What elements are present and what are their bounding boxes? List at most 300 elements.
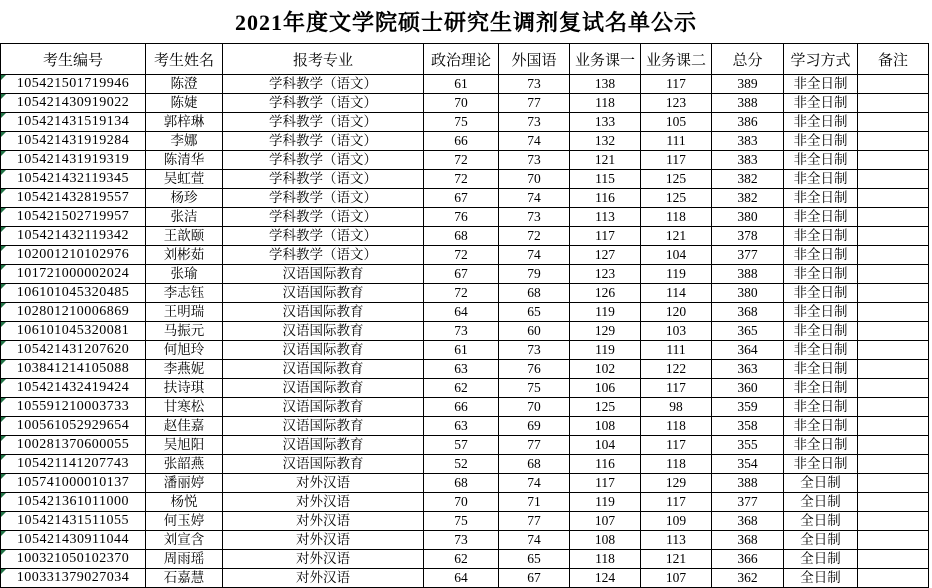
course1-score-cell[interactable]: 118	[570, 94, 641, 113]
study-mode-cell[interactable]: 非全日制	[784, 398, 858, 417]
candidate-name-cell[interactable]: 李燕妮	[146, 360, 223, 379]
course1-score-cell[interactable]: 129	[570, 322, 641, 341]
course2-score-cell[interactable]: 119	[641, 265, 712, 284]
candidate-name-cell[interactable]: 吴旭阳	[146, 436, 223, 455]
remark-cell[interactable]	[858, 417, 929, 436]
remark-cell[interactable]	[858, 455, 929, 474]
candidate-name-cell[interactable]: 周雨瑶	[146, 550, 223, 569]
course2-score-cell[interactable]: 103	[641, 322, 712, 341]
study-mode-cell[interactable]: 非全日制	[784, 322, 858, 341]
candidate-id-cell[interactable]: 102001210102976	[1, 246, 146, 265]
course1-score-cell[interactable]: 117	[570, 474, 641, 493]
course1-score-cell[interactable]: 108	[570, 531, 641, 550]
major-cell[interactable]: 学科教学（语文）	[223, 189, 424, 208]
course1-score-cell[interactable]: 117	[570, 227, 641, 246]
candidate-id-cell[interactable]: 105421141207743	[1, 455, 146, 474]
candidate-name-cell[interactable]: 甘寒松	[146, 398, 223, 417]
major-cell[interactable]: 汉语国际教育	[223, 455, 424, 474]
politics-score-cell[interactable]: 73	[424, 531, 499, 550]
major-cell[interactable]: 汉语国际教育	[223, 436, 424, 455]
politics-score-cell[interactable]: 76	[424, 208, 499, 227]
study-mode-cell[interactable]: 非全日制	[784, 417, 858, 436]
foreign-language-score-cell[interactable]: 68	[499, 455, 570, 474]
remark-cell[interactable]	[858, 550, 929, 569]
total-score-cell[interactable]: 368	[712, 512, 784, 531]
major-cell[interactable]: 对外汉语	[223, 550, 424, 569]
course2-score-cell[interactable]: 122	[641, 360, 712, 379]
candidate-name-cell[interactable]: 吴虹萱	[146, 170, 223, 189]
candidate-id-cell[interactable]: 105421361011000	[1, 493, 146, 512]
major-cell[interactable]: 汉语国际教育	[223, 303, 424, 322]
politics-score-cell[interactable]: 57	[424, 436, 499, 455]
candidate-id-cell[interactable]: 105421430919022	[1, 94, 146, 113]
course2-score-cell[interactable]: 129	[641, 474, 712, 493]
course2-score-cell[interactable]: 117	[641, 493, 712, 512]
total-score-cell[interactable]: 383	[712, 151, 784, 170]
course2-score-cell[interactable]: 125	[641, 170, 712, 189]
foreign-language-score-cell[interactable]: 77	[499, 512, 570, 531]
major-cell[interactable]: 对外汉语	[223, 493, 424, 512]
foreign-language-score-cell[interactable]: 60	[499, 322, 570, 341]
remark-cell[interactable]	[858, 569, 929, 588]
study-mode-cell[interactable]: 非全日制	[784, 303, 858, 322]
study-mode-cell[interactable]: 非全日制	[784, 227, 858, 246]
course1-score-cell[interactable]: 116	[570, 455, 641, 474]
study-mode-cell[interactable]: 非全日制	[784, 189, 858, 208]
course1-score-cell[interactable]: 102	[570, 360, 641, 379]
total-score-cell[interactable]: 366	[712, 550, 784, 569]
major-cell[interactable]: 学科教学（语文）	[223, 151, 424, 170]
major-cell[interactable]: 学科教学（语文）	[223, 227, 424, 246]
remark-cell[interactable]	[858, 227, 929, 246]
politics-score-cell[interactable]: 72	[424, 284, 499, 303]
candidate-id-cell[interactable]: 105421432819557	[1, 189, 146, 208]
total-score-cell[interactable]: 365	[712, 322, 784, 341]
col-header-major[interactable]: 报考专业	[223, 44, 424, 75]
major-cell[interactable]: 学科教学（语文）	[223, 170, 424, 189]
col-header-candidate-name[interactable]: 考生姓名	[146, 44, 223, 75]
course1-score-cell[interactable]: 116	[570, 189, 641, 208]
remark-cell[interactable]	[858, 398, 929, 417]
foreign-language-score-cell[interactable]: 73	[499, 75, 570, 94]
table-row	[1, 493, 929, 512]
foreign-language-score-cell[interactable]: 73	[499, 208, 570, 227]
remark-cell[interactable]	[858, 284, 929, 303]
foreign-language-score-cell[interactable]: 74	[499, 531, 570, 550]
remark-cell[interactable]	[858, 75, 929, 94]
study-mode-cell[interactable]: 全日制	[784, 569, 858, 588]
course2-score-cell[interactable]: 109	[641, 512, 712, 531]
foreign-language-score-cell[interactable]: 69	[499, 417, 570, 436]
total-score-cell[interactable]: 355	[712, 436, 784, 455]
candidate-name-cell[interactable]: 刘彬茹	[146, 246, 223, 265]
course2-score-cell[interactable]: 111	[641, 341, 712, 360]
course2-score-cell[interactable]: 120	[641, 303, 712, 322]
cell-error-indicator-icon	[1, 75, 6, 80]
course2-score-cell[interactable]: 117	[641, 75, 712, 94]
total-score-cell[interactable]: 378	[712, 227, 784, 246]
study-mode-cell[interactable]: 非全日制	[784, 360, 858, 379]
course1-score-cell[interactable]: 119	[570, 341, 641, 360]
candidate-name-cell[interactable]: 马振元	[146, 322, 223, 341]
course2-score-cell[interactable]: 117	[641, 436, 712, 455]
major-cell[interactable]: 学科教学（语文）	[223, 113, 424, 132]
total-score-cell[interactable]: 382	[712, 170, 784, 189]
total-score-cell[interactable]: 388	[712, 474, 784, 493]
foreign-language-score-cell[interactable]: 73	[499, 341, 570, 360]
politics-score-cell[interactable]: 62	[424, 379, 499, 398]
study-mode-cell[interactable]: 非全日制	[784, 170, 858, 189]
major-cell[interactable]: 汉语国际教育	[223, 417, 424, 436]
course1-score-cell[interactable]: 124	[570, 569, 641, 588]
study-mode-cell[interactable]: 全日制	[784, 512, 858, 531]
candidate-name-cell[interactable]: 潘丽婷	[146, 474, 223, 493]
course2-score-cell[interactable]: 111	[641, 132, 712, 151]
candidate-id-cell[interactable]: 105421431919284	[1, 132, 146, 151]
study-mode-cell[interactable]: 全日制	[784, 550, 858, 569]
course1-score-cell[interactable]: 126	[570, 284, 641, 303]
table-row	[1, 379, 929, 398]
remark-cell[interactable]	[858, 208, 929, 227]
politics-score-cell[interactable]: 68	[424, 227, 499, 246]
course1-score-cell[interactable]: 115	[570, 170, 641, 189]
candidate-name-cell[interactable]: 杨悦	[146, 493, 223, 512]
politics-score-cell[interactable]: 52	[424, 455, 499, 474]
table-row	[1, 455, 929, 474]
total-score-cell[interactable]: 368	[712, 303, 784, 322]
politics-score-cell[interactable]: 70	[424, 493, 499, 512]
foreign-language-score-cell[interactable]: 79	[499, 265, 570, 284]
politics-score-cell[interactable]: 73	[424, 322, 499, 341]
study-mode-cell[interactable]: 全日制	[784, 493, 858, 512]
candidate-id-cell[interactable]: 105421430911044	[1, 531, 146, 550]
study-mode-cell[interactable]: 非全日制	[784, 341, 858, 360]
course2-score-cell[interactable]: 117	[641, 379, 712, 398]
candidate-name-cell[interactable]: 陈澄	[146, 75, 223, 94]
remark-cell[interactable]	[858, 322, 929, 341]
major-cell[interactable]: 汉语国际教育	[223, 265, 424, 284]
foreign-language-score-cell[interactable]: 65	[499, 303, 570, 322]
candidate-name-cell[interactable]: 张洁	[146, 208, 223, 227]
foreign-language-score-cell[interactable]: 73	[499, 113, 570, 132]
cell-error-indicator-icon	[1, 265, 6, 270]
total-score-cell[interactable]: 380	[712, 208, 784, 227]
candidate-id-cell[interactable]: 106101045320081	[1, 322, 146, 341]
candidate-id-cell[interactable]: 100281370600055	[1, 436, 146, 455]
study-mode-cell[interactable]: 非全日制	[784, 455, 858, 474]
candidate-id-cell[interactable]: 105421501719946	[1, 75, 146, 94]
total-score-cell[interactable]: 354	[712, 455, 784, 474]
major-cell[interactable]: 学科教学（语文）	[223, 208, 424, 227]
politics-score-cell[interactable]: 72	[424, 151, 499, 170]
candidate-id-cell[interactable]: 105421431519134	[1, 113, 146, 132]
course1-score-cell[interactable]: 113	[570, 208, 641, 227]
col-header-study-mode[interactable]: 学习方式	[784, 44, 858, 75]
total-score-cell[interactable]: 364	[712, 341, 784, 360]
total-score-cell[interactable]: 362	[712, 569, 784, 588]
roster-table	[0, 43, 929, 588]
course2-score-cell[interactable]: 117	[641, 151, 712, 170]
major-cell[interactable]: 汉语国际教育	[223, 398, 424, 417]
remark-cell[interactable]	[858, 474, 929, 493]
remark-cell[interactable]	[858, 531, 929, 550]
candidate-name-cell[interactable]: 石嘉慧	[146, 569, 223, 588]
major-cell[interactable]: 学科教学（语文）	[223, 94, 424, 113]
study-mode-cell[interactable]: 非全日制	[784, 132, 858, 151]
foreign-language-score-cell[interactable]: 77	[499, 436, 570, 455]
candidate-id-cell[interactable]: 105591210003733	[1, 398, 146, 417]
politics-score-cell[interactable]: 63	[424, 360, 499, 379]
course2-score-cell[interactable]: 114	[641, 284, 712, 303]
cell-error-indicator-icon	[1, 227, 6, 232]
remark-cell[interactable]	[858, 265, 929, 284]
foreign-language-score-cell[interactable]: 72	[499, 227, 570, 246]
total-score-cell[interactable]: 377	[712, 493, 784, 512]
major-cell[interactable]: 学科教学（语文）	[223, 75, 424, 94]
remark-cell[interactable]	[858, 94, 929, 113]
candidate-name-cell[interactable]: 李志钰	[146, 284, 223, 303]
remark-cell[interactable]	[858, 189, 929, 208]
study-mode-cell[interactable]: 非全日制	[784, 284, 858, 303]
foreign-language-score-cell[interactable]: 77	[499, 94, 570, 113]
course1-score-cell[interactable]: 125	[570, 398, 641, 417]
total-score-cell[interactable]: 388	[712, 94, 784, 113]
candidate-id-cell[interactable]: 105741000010137	[1, 474, 146, 493]
course1-score-cell[interactable]: 106	[570, 379, 641, 398]
study-mode-cell[interactable]: 全日制	[784, 531, 858, 550]
foreign-language-score-cell[interactable]: 76	[499, 360, 570, 379]
total-score-cell[interactable]: 389	[712, 75, 784, 94]
politics-score-cell[interactable]: 70	[424, 94, 499, 113]
foreign-language-score-cell[interactable]: 73	[499, 151, 570, 170]
total-score-cell[interactable]: 388	[712, 265, 784, 284]
major-cell[interactable]: 学科教学（语文）	[223, 246, 424, 265]
course2-score-cell[interactable]: 121	[641, 227, 712, 246]
course1-score-cell[interactable]: 118	[570, 550, 641, 569]
col-header-total-score[interactable]: 总分	[712, 44, 784, 75]
course2-score-cell[interactable]: 105	[641, 113, 712, 132]
course2-score-cell[interactable]: 121	[641, 550, 712, 569]
politics-score-cell[interactable]: 75	[424, 512, 499, 531]
remark-cell[interactable]	[858, 246, 929, 265]
foreign-language-score-cell[interactable]: 74	[499, 474, 570, 493]
candidate-name-cell[interactable]: 王歆颐	[146, 227, 223, 246]
course2-score-cell[interactable]: 98	[641, 398, 712, 417]
remark-cell[interactable]	[858, 493, 929, 512]
total-score-cell[interactable]: 363	[712, 360, 784, 379]
course1-score-cell[interactable]: 104	[570, 436, 641, 455]
study-mode-cell[interactable]: 非全日制	[784, 75, 858, 94]
course1-score-cell[interactable]: 107	[570, 512, 641, 531]
candidate-id-cell[interactable]: 105421431511055	[1, 512, 146, 531]
foreign-language-score-cell[interactable]: 74	[499, 189, 570, 208]
politics-score-cell[interactable]: 62	[424, 550, 499, 569]
course2-score-cell[interactable]: 118	[641, 417, 712, 436]
course2-score-cell[interactable]: 113	[641, 531, 712, 550]
study-mode-cell[interactable]: 非全日制	[784, 113, 858, 132]
total-score-cell[interactable]: 380	[712, 284, 784, 303]
course1-score-cell[interactable]: 133	[570, 113, 641, 132]
candidate-id-cell[interactable]: 105421431919319	[1, 151, 146, 170]
col-header-course1-score[interactable]: 业务课一	[570, 44, 641, 75]
total-score-cell[interactable]: 377	[712, 246, 784, 265]
study-mode-cell[interactable]: 非全日制	[784, 151, 858, 170]
remark-cell[interactable]	[858, 170, 929, 189]
table-row	[1, 531, 929, 550]
candidate-name-cell[interactable]: 扶诗琪	[146, 379, 223, 398]
course1-score-cell[interactable]: 138	[570, 75, 641, 94]
study-mode-cell[interactable]: 非全日制	[784, 208, 858, 227]
candidate-id-cell[interactable]: 105421432119342	[1, 227, 146, 246]
table-row	[1, 265, 929, 284]
candidate-id-cell[interactable]: 100331379027034	[1, 569, 146, 588]
col-header-politics-score[interactable]: 政治理论	[424, 44, 499, 75]
total-score-cell[interactable]: 359	[712, 398, 784, 417]
major-cell[interactable]: 对外汉语	[223, 512, 424, 531]
table-row	[1, 322, 929, 341]
cell-error-indicator-icon	[1, 417, 6, 422]
course2-score-cell[interactable]: 107	[641, 569, 712, 588]
politics-score-cell[interactable]: 66	[424, 398, 499, 417]
candidate-id-cell[interactable]: 105421431207620	[1, 341, 146, 360]
foreign-language-score-cell[interactable]: 70	[499, 170, 570, 189]
candidate-id-cell[interactable]: 102801210006869	[1, 303, 146, 322]
foreign-language-score-cell[interactable]: 74	[499, 132, 570, 151]
politics-score-cell[interactable]: 68	[424, 474, 499, 493]
politics-score-cell[interactable]: 61	[424, 341, 499, 360]
study-mode-cell[interactable]: 非全日制	[784, 94, 858, 113]
candidate-id-cell[interactable]: 100321050102370	[1, 550, 146, 569]
study-mode-cell[interactable]: 非全日制	[784, 265, 858, 284]
politics-score-cell[interactable]: 75	[424, 113, 499, 132]
remark-cell[interactable]	[858, 379, 929, 398]
total-score-cell[interactable]: 386	[712, 113, 784, 132]
course1-score-cell[interactable]: 123	[570, 265, 641, 284]
candidate-name-cell[interactable]: 赵佳嘉	[146, 417, 223, 436]
course1-score-cell[interactable]: 121	[570, 151, 641, 170]
major-cell[interactable]: 汉语国际教育	[223, 322, 424, 341]
major-cell[interactable]: 汉语国际教育	[223, 284, 424, 303]
course2-score-cell[interactable]: 125	[641, 189, 712, 208]
table-header-row	[1, 44, 929, 75]
remark-cell[interactable]	[858, 436, 929, 455]
candidate-id-cell[interactable]: 105421502719957	[1, 208, 146, 227]
remark-cell[interactable]	[858, 151, 929, 170]
candidate-id-cell[interactable]: 106101045320485	[1, 284, 146, 303]
study-mode-cell[interactable]: 非全日制	[784, 436, 858, 455]
candidate-name-cell[interactable]: 何玉婷	[146, 512, 223, 531]
politics-score-cell[interactable]: 61	[424, 75, 499, 94]
candidate-name-cell[interactable]: 王明瑞	[146, 303, 223, 322]
politics-score-cell[interactable]: 67	[424, 265, 499, 284]
study-mode-cell[interactable]: 非全日制	[784, 379, 858, 398]
politics-score-cell[interactable]: 64	[424, 569, 499, 588]
candidate-name-cell[interactable]: 何旭玲	[146, 341, 223, 360]
cell-error-indicator-icon	[1, 512, 6, 517]
remark-cell[interactable]	[858, 512, 929, 531]
foreign-language-score-cell[interactable]: 71	[499, 493, 570, 512]
politics-score-cell[interactable]: 63	[424, 417, 499, 436]
remark-cell[interactable]	[858, 132, 929, 151]
candidate-id-cell[interactable]: 105421432119345	[1, 170, 146, 189]
foreign-language-score-cell[interactable]: 65	[499, 550, 570, 569]
foreign-language-score-cell[interactable]: 75	[499, 379, 570, 398]
course2-score-cell[interactable]: 104	[641, 246, 712, 265]
total-score-cell[interactable]: 382	[712, 189, 784, 208]
study-mode-cell[interactable]: 非全日制	[784, 246, 858, 265]
candidate-name-cell[interactable]: 陈清华	[146, 151, 223, 170]
course2-score-cell[interactable]: 123	[641, 94, 712, 113]
remark-cell[interactable]	[858, 360, 929, 379]
major-cell[interactable]: 对外汉语	[223, 569, 424, 588]
politics-score-cell[interactable]: 72	[424, 170, 499, 189]
course1-score-cell[interactable]: 132	[570, 132, 641, 151]
major-cell[interactable]: 汉语国际教育	[223, 360, 424, 379]
total-score-cell[interactable]: 360	[712, 379, 784, 398]
politics-score-cell[interactable]: 66	[424, 132, 499, 151]
candidate-name-cell[interactable]: 李娜	[146, 132, 223, 151]
total-score-cell[interactable]: 358	[712, 417, 784, 436]
candidate-name-cell[interactable]: 杨珍	[146, 189, 223, 208]
remark-cell[interactable]	[858, 113, 929, 132]
candidate-name-cell[interactable]: 张韶燕	[146, 455, 223, 474]
course1-score-cell[interactable]: 108	[570, 417, 641, 436]
foreign-language-score-cell[interactable]: 67	[499, 569, 570, 588]
candidate-name-cell[interactable]: 张瑜	[146, 265, 223, 284]
study-mode-cell[interactable]: 全日制	[784, 474, 858, 493]
major-cell[interactable]: 汉语国际教育	[223, 341, 424, 360]
col-header-candidate-id[interactable]: 考生编号	[1, 44, 146, 75]
foreign-language-score-cell[interactable]: 74	[499, 246, 570, 265]
course2-score-cell[interactable]: 118	[641, 455, 712, 474]
candidate-name-cell[interactable]: 郭梓琳	[146, 113, 223, 132]
candidate-id-cell[interactable]: 103841214105088	[1, 360, 146, 379]
candidate-id-cell[interactable]: 101721000002024	[1, 265, 146, 284]
major-cell[interactable]: 对外汉语	[223, 531, 424, 550]
col-header-remark[interactable]: 备注	[858, 44, 929, 75]
candidate-name-cell[interactable]: 陈婕	[146, 94, 223, 113]
course2-score-cell[interactable]: 118	[641, 208, 712, 227]
candidate-name-cell[interactable]: 刘宣含	[146, 531, 223, 550]
major-cell[interactable]: 对外汉语	[223, 474, 424, 493]
total-score-cell[interactable]: 368	[712, 531, 784, 550]
course1-score-cell[interactable]: 127	[570, 246, 641, 265]
table-row	[1, 550, 929, 569]
col-header-course2-score[interactable]: 业务课二	[641, 44, 712, 75]
total-score-cell[interactable]: 383	[712, 132, 784, 151]
cell-error-indicator-icon	[1, 303, 6, 308]
cell-error-indicator-icon	[1, 569, 6, 574]
politics-score-cell[interactable]: 67	[424, 189, 499, 208]
cell-error-indicator-icon	[1, 474, 6, 479]
candidate-id-cell[interactable]: 105421432419424	[1, 379, 146, 398]
table-row	[1, 208, 929, 227]
remark-cell[interactable]	[858, 341, 929, 360]
course1-score-cell[interactable]: 119	[570, 303, 641, 322]
foreign-language-score-cell[interactable]: 70	[499, 398, 570, 417]
col-header-foreign-language-score[interactable]: 外国语	[499, 44, 570, 75]
major-cell[interactable]: 学科教学（语文）	[223, 132, 424, 151]
cell-error-indicator-icon	[1, 132, 6, 137]
candidate-id-cell[interactable]: 100561052929654	[1, 417, 146, 436]
course1-score-cell[interactable]: 119	[570, 493, 641, 512]
politics-score-cell[interactable]: 72	[424, 246, 499, 265]
major-cell[interactable]: 汉语国际教育	[223, 379, 424, 398]
remark-cell[interactable]	[858, 303, 929, 322]
cell-error-indicator-icon	[1, 322, 6, 327]
foreign-language-score-cell[interactable]: 68	[499, 284, 570, 303]
politics-score-cell[interactable]: 64	[424, 303, 499, 322]
